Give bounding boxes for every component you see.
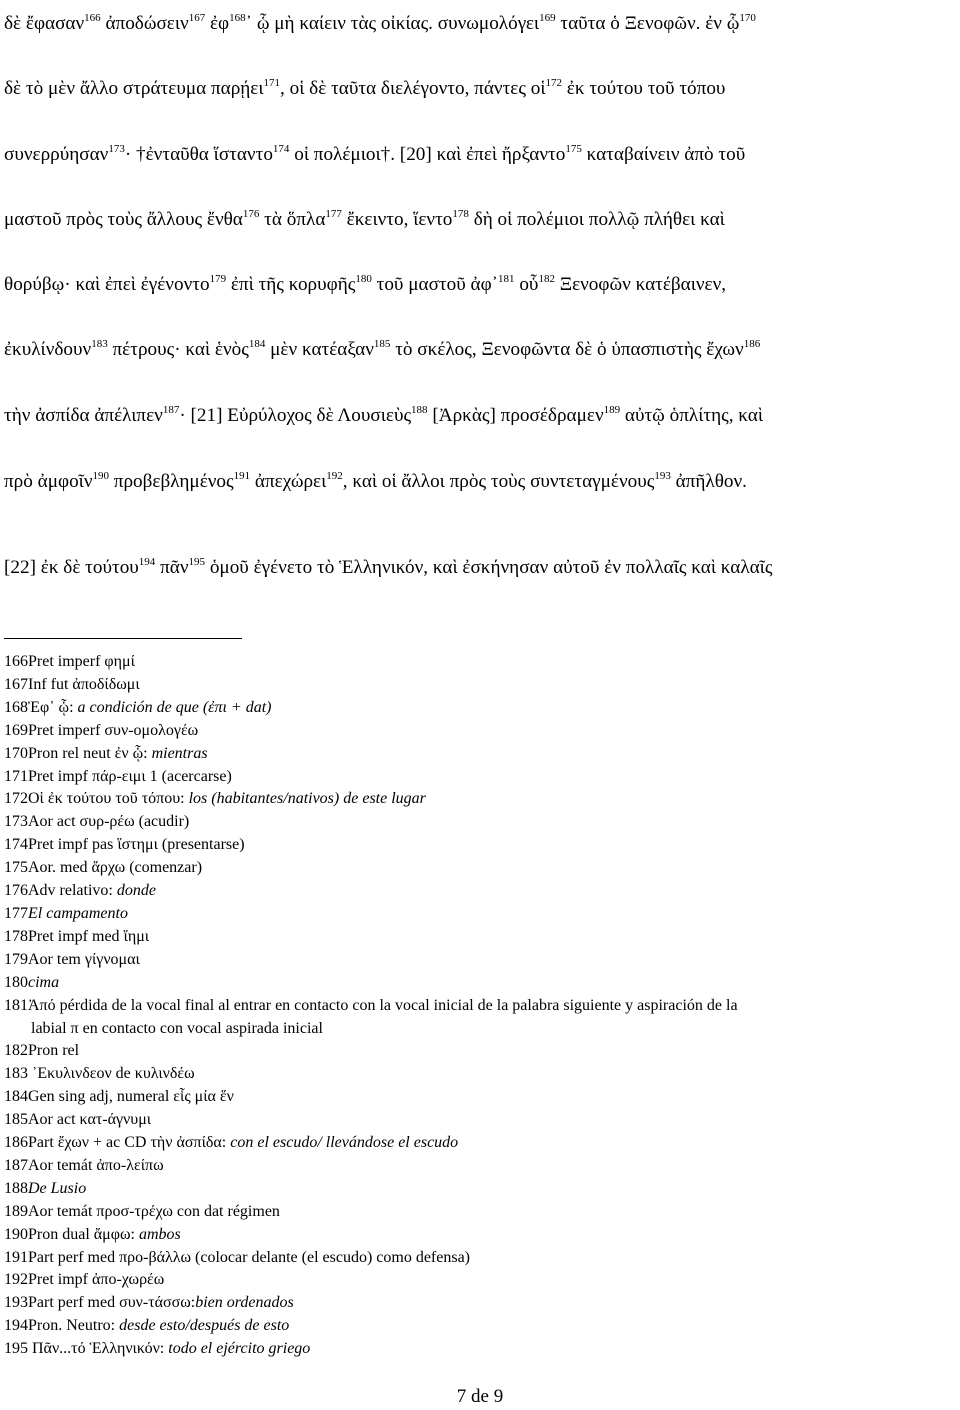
footnote-text: 171Pret impf πάρ-ειμι 1 (acercarse) (4, 767, 232, 785)
footnote (4, 1178, 954, 1201)
footnote-text: 188 (4, 1179, 28, 1197)
footnote-ref: 181 (498, 273, 515, 285)
footnote-text: los (habitantes/nativos) de este lugar (188, 790, 426, 808)
text-line (4, 556, 772, 582)
footnote-ref: 195 (188, 556, 206, 568)
footnote (4, 903, 954, 926)
text-line (4, 470, 747, 496)
text-run: ᾽ ᾧ μὴ καίειν τὰς οἰκίας. συνωμολόγει (245, 13, 540, 34)
footnote-ref: 182 (538, 273, 555, 285)
footnote (4, 1224, 954, 1247)
text-run: ἀποδώσειν (100, 13, 189, 34)
footnote-text: 193Part perf med συν-τάσσω: (4, 1294, 196, 1312)
footnotes (4, 651, 954, 1361)
footnote-ref: 172 (545, 77, 562, 89)
footnote-ref: 184 (248, 338, 266, 350)
text-run: ἐκ τούτου τοῦ τόπου (562, 78, 726, 99)
text-line (4, 404, 763, 430)
footnote-text: 177 (4, 904, 28, 922)
footnote (4, 972, 954, 995)
footnote (4, 1269, 954, 1292)
text-run: [Ἀρκὰς] προσέδραμεν (427, 405, 604, 426)
footnote-text: 175Aor. med ἄρχω (comenzar) (4, 859, 203, 877)
footnote-text: desde esto/después de esto (119, 1317, 290, 1335)
footnote-text: 181Ἀπό pérdida de la vocal final al entrar en contacto con la vocal inicial de la palabra siguiente y aspiración de la (4, 996, 738, 1014)
text-run: δὴ οἱ πολέμιοι πολλῷ πλήθει καὶ (468, 209, 725, 230)
text-line (4, 77, 725, 103)
footnote (4, 1155, 954, 1178)
footnote-text: 191Part perf med προ-βάλλω (colocar delante (el escudo) como defensa) (4, 1248, 471, 1266)
footnote-ref: 175 (565, 143, 582, 155)
footnote-text: 179Aor tem γίγνομαι (4, 950, 140, 968)
footnote-text: 186Part ἔχων + ac CD τὴν ἀσπίδα: (4, 1134, 231, 1152)
text-run: τὸ σκέλος, Ξενοφῶντα δὲ ὁ ὑπασπιστὴς ἔχων (390, 339, 744, 360)
text-run: · †ἐνταῦθα ἵσταντο (124, 144, 273, 165)
footnote (4, 880, 954, 903)
footnote-text: 174Pret impf pas ἵστημι (presentarse) (4, 836, 245, 854)
text-run: θορύβῳ· καὶ ἐπεὶ ἐγένοντο (4, 274, 210, 295)
footnote-ref: 194 (138, 556, 156, 568)
footnote-text: 168Ἐφ᾽ ᾧ: (4, 698, 78, 716)
footnote (4, 1201, 954, 1224)
footnote (4, 1132, 954, 1155)
footnote-ref: 171 (263, 77, 281, 89)
text-run: ἔκειντο, ἵεντο (341, 209, 453, 230)
footnote-text: 189Aor temát προσ-τρέχω con dat régimen (4, 1202, 280, 1220)
footnote-ref: 170 (739, 12, 756, 24)
footnote-separator (4, 638, 242, 639)
text-run: μαστοῦ πρὸς τοὺς ἄλλους ἔνθα (4, 209, 243, 230)
footnote-text: 192Pret impf ἀπο-χωρέω (4, 1271, 165, 1289)
footnote-ref: 179 (209, 273, 227, 285)
footnote-text: 166Pret imperf φημί (4, 653, 135, 670)
footnote-ref: 169 (539, 12, 556, 24)
text-run: , καὶ οἱ ἄλλοι πρὸς τοὺς συντεταγμένους (342, 471, 655, 492)
text-run: τὰ ὅπλα (259, 209, 326, 230)
footnote-ref: 180 (355, 273, 372, 285)
text-run: ἐπὶ τῆς κορυφῆς (226, 274, 356, 295)
footnote-ref: 183 (91, 338, 108, 350)
text-run: ἀπεχώρει (250, 471, 327, 492)
text-run: · [21] Εὐρύλοχος δὲ Λουσιεὺς (179, 405, 412, 426)
footnote-ref: 177 (325, 208, 342, 220)
footnote-ref: 192 (326, 470, 343, 482)
footnote-ref: 186 (743, 338, 761, 350)
text-run: συνερρύησαν (4, 144, 109, 165)
text-run: καταβαίνειν ἀπὸ τοῦ (581, 144, 746, 165)
footnote (4, 1292, 954, 1315)
footnote (4, 651, 954, 674)
footnote-text: 185Aor act κατ-άγνυμι (4, 1111, 152, 1129)
page-number: 7 de 9 (456, 1386, 504, 1407)
text-line (4, 143, 745, 169)
footnote-ref: 176 (242, 208, 260, 220)
text-run: οὗ (514, 274, 539, 295)
footnote-text: De Lusio (28, 1179, 87, 1197)
footnote-text: mientras (151, 744, 208, 762)
footnote-text: donde (116, 882, 156, 900)
footnote (4, 1315, 954, 1338)
text-run: ἐφ (205, 13, 230, 34)
footnote-text: 172Οἱ ἐκ τούτου τοῦ τόπου: (4, 790, 189, 808)
text-run: πρὸ ἀμφοῖν (4, 471, 93, 492)
text-run: οἱ πολέμιοι†. [20] καὶ ἐπεὶ ἤρξαντο (289, 144, 566, 165)
footnote-ref: 190 (92, 470, 109, 482)
text-run: δὲ τὸ μὲν ἄλλο στράτευμα παρῄει (4, 78, 264, 99)
text-run: Ξενοφῶν κατέβαινεν, (554, 274, 727, 295)
footnote-text: a condición de que (ἐπι + dat) (77, 698, 272, 716)
footnote-text: 178Pret impf med ἵημι (4, 927, 150, 945)
text-run: προβεβλημένος (109, 471, 234, 492)
footnote (4, 1109, 954, 1132)
footnote (4, 811, 954, 834)
footnote-ref: 188 (411, 404, 428, 416)
footnote (4, 788, 954, 811)
text-line (4, 338, 760, 364)
footnote-text: 170Pron rel neut ἐν ᾧ: (4, 744, 152, 762)
text-run: μὲν κατέαξαν (265, 339, 374, 360)
text-run: τὴν ἀσπίδα ἀπέλιπεν (4, 405, 163, 426)
footnote-text: 190Pron dual ἄμφω: (4, 1225, 139, 1243)
footnote (4, 834, 954, 857)
footnote-text: 195 Πᾶν...τό Ἑλληνικόν: (4, 1340, 169, 1358)
footnote-text: El campamento (28, 904, 128, 922)
text-run: [22] ἐκ δὲ τούτου (4, 557, 139, 578)
footnote-text: 173Aor act συρ-ρέω (acudir) (4, 813, 190, 831)
footnote-text: 184Gen sing adj, numeral εἷς μία ἕν (4, 1088, 234, 1106)
footnote-text: 194Pron. Neutro: (4, 1317, 120, 1335)
text-run: τοῦ μαστοῦ ἀφ᾽ (371, 274, 499, 295)
footnote-ref: 185 (373, 338, 391, 350)
text-run: ταῦτα ὁ Ξενοφῶν. ἐν ᾧ (555, 13, 740, 34)
footnote-ref: 166 (84, 12, 101, 24)
footnote-text: 167Inf fut ἀποδίδωμι (4, 675, 140, 693)
footnote-text: 183 ᾽Εκυλινδεον de κυλινδέω (4, 1065, 195, 1083)
footnote-text: 169Pret imperf συν-ομολογέω (4, 721, 199, 739)
footnote (4, 949, 954, 972)
footnote (4, 1247, 954, 1270)
footnote (4, 1040, 954, 1063)
text-run: πέτρους· καὶ ἑνὸς (107, 339, 249, 360)
footnote-text: labial π en contacto con vocal aspirada inicial (31, 1019, 323, 1037)
footnote-ref: 167 (188, 12, 206, 24)
footnote-ref: 189 (603, 404, 621, 416)
text-run: ἀπῆλθον. (670, 471, 747, 492)
footnote (4, 1063, 954, 1086)
footnote-text: cima (28, 973, 60, 991)
footnote (4, 995, 954, 1018)
text-line (4, 273, 726, 299)
footnote (4, 1018, 954, 1041)
footnote-text: con el escudo/ llevándose el escudo (230, 1134, 459, 1152)
footnote (4, 674, 954, 697)
text-line (4, 12, 756, 38)
footnote (4, 697, 954, 720)
footnote (4, 1086, 954, 1109)
footnote-ref: 193 (654, 470, 671, 482)
text-run: δὲ ἔφασαν (4, 13, 85, 34)
footnote-ref: 178 (452, 208, 469, 220)
footnote-text: 176Adv relativo: (4, 882, 117, 900)
footnote-ref: 173 (108, 143, 125, 155)
footnote-text: todo el ejército griego (168, 1340, 311, 1358)
footnote-text: bien ordenados (195, 1294, 294, 1312)
footnote-ref: 191 (233, 470, 251, 482)
footnote-text: 187Aor temát ἀπο-λείπω (4, 1156, 164, 1174)
footnote (4, 766, 954, 789)
footnote (4, 743, 954, 766)
footnote-text: ambos (138, 1225, 181, 1243)
footnote (4, 1338, 954, 1361)
text-run: αὐτῷ ὁπλίτης, καὶ (620, 405, 764, 426)
footnote-text: 182Pron rel (4, 1042, 80, 1060)
text-run: ἐκυλίνδουν (4, 339, 92, 360)
footnote-ref: 187 (162, 404, 180, 416)
footnote (4, 857, 954, 880)
text-run: πᾶν (155, 557, 189, 578)
footnote-ref: 168 (229, 12, 246, 24)
text-line (4, 208, 725, 234)
footnote-ref: 174 (272, 143, 290, 155)
footnote (4, 926, 954, 949)
text-run: , οἱ δὲ ταῦτα διελέγοντο, πάντες οἱ (280, 78, 546, 99)
footnote (4, 720, 954, 743)
footnote-text: 180 (4, 973, 28, 991)
text-run: ὁμοῦ ἐγένετο τὸ Ἑλληνικόν, καὶ ἐσκήνησαν αὐτοῦ ἐν πολλαῖς καὶ καλαῖς (205, 557, 773, 578)
